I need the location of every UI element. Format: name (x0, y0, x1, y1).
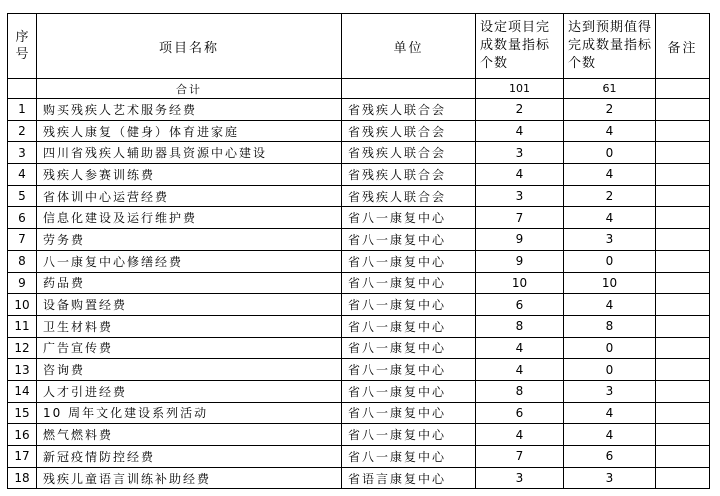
row-no: 7 (8, 229, 37, 251)
row-set-count: 3 (476, 467, 564, 489)
row-project-name: 劳务费 (37, 229, 342, 251)
row-set-count: 6 (476, 294, 564, 316)
row-unit: 省八一康复中心 (342, 402, 476, 424)
row-unit: 省八一康复中心 (342, 250, 476, 272)
row-note (656, 424, 710, 446)
total-label: 合计 (37, 79, 342, 99)
row-no: 10 (8, 294, 37, 316)
table-row (8, 402, 710, 424)
row-unit: 省八一康复中心 (342, 315, 476, 337)
row-achieved-count: 0 (564, 142, 656, 164)
row-project-name: 信息化建设及运行维护费 (37, 207, 342, 229)
row-set-count: 3 (476, 142, 564, 164)
table-row (8, 424, 710, 446)
table-row (8, 337, 710, 359)
header-achieved-count: 达到预期值得完成数量指标个数 (564, 14, 656, 79)
row-no: 11 (8, 315, 37, 337)
row-achieved-count: 3 (564, 467, 656, 489)
row-unit: 省八一康复中心 (342, 359, 476, 381)
row-achieved-count: 0 (564, 359, 656, 381)
row-achieved-count: 10 (564, 272, 656, 294)
table-row (8, 99, 710, 121)
row-no: 1 (8, 99, 37, 121)
table-row (8, 467, 710, 489)
row-achieved-count: 4 (564, 207, 656, 229)
table-row (8, 294, 710, 316)
row-note (656, 120, 710, 142)
row-achieved-count: 2 (564, 99, 656, 121)
row-project-name: 设备购置经费 (37, 294, 342, 316)
row-unit: 省八一康复中心 (342, 337, 476, 359)
row-no: 6 (8, 207, 37, 229)
total-row (8, 79, 710, 99)
row-achieved-count: 2 (564, 185, 656, 207)
table-row (8, 142, 710, 164)
row-set-count: 2 (476, 99, 564, 121)
row-unit: 省八一康复中心 (342, 229, 476, 251)
row-note (656, 99, 710, 121)
row-unit: 省残疾人联合会 (342, 164, 476, 186)
row-project-name: 咨询费 (37, 359, 342, 381)
row-no: 8 (8, 250, 37, 272)
row-note (656, 446, 710, 468)
project-table (7, 13, 710, 489)
header-row (8, 14, 710, 79)
row-unit: 省八一康复中心 (342, 380, 476, 402)
header-name: 项目名称 (37, 14, 342, 79)
table-row (8, 164, 710, 186)
row-set-count: 9 (476, 250, 564, 272)
table-row (8, 250, 710, 272)
row-no: 17 (8, 446, 37, 468)
row-project-name: 广告宣传费 (37, 337, 342, 359)
row-set-count: 7 (476, 207, 564, 229)
row-achieved-count: 0 (564, 337, 656, 359)
row-achieved-count: 0 (564, 250, 656, 272)
row-note (656, 250, 710, 272)
row-note (656, 315, 710, 337)
header-no-text: 序号 (15, 30, 29, 62)
row-set-count: 8 (476, 315, 564, 337)
row-achieved-count: 4 (564, 294, 656, 316)
row-unit: 省残疾人联合会 (342, 120, 476, 142)
table-row (8, 229, 710, 251)
table-row (8, 446, 710, 468)
row-note (656, 272, 710, 294)
row-set-count: 9 (476, 229, 564, 251)
row-note (656, 142, 710, 164)
row-set-count: 3 (476, 185, 564, 207)
row-no: 5 (8, 185, 37, 207)
row-project-name: 残疾人参赛训练费 (37, 164, 342, 186)
row-project-name: 新冠疫情防控经费 (37, 446, 342, 468)
row-unit: 省八一康复中心 (342, 272, 476, 294)
row-unit: 省残疾人联合会 (342, 99, 476, 121)
row-no: 4 (8, 164, 37, 186)
row-achieved-count: 4 (564, 164, 656, 186)
row-achieved-count: 3 (564, 380, 656, 402)
header-no (8, 14, 37, 79)
row-note (656, 380, 710, 402)
row-project-name: 卫生材料费 (37, 315, 342, 337)
row-achieved-count: 8 (564, 315, 656, 337)
total-unit-cell (342, 79, 476, 99)
row-no: 14 (8, 380, 37, 402)
row-no: 2 (8, 120, 37, 142)
document-page (7, 13, 710, 489)
row-project-name: 药品费 (37, 272, 342, 294)
row-unit: 省八一康复中心 (342, 294, 476, 316)
row-project-name: 10 周年文化建设系列活动 (37, 402, 342, 424)
row-project-name: 燃气燃料费 (37, 424, 342, 446)
total-no-cell (8, 79, 37, 99)
row-set-count: 4 (476, 337, 564, 359)
row-note (656, 185, 710, 207)
total-set-count: 101 (476, 79, 564, 99)
row-no: 18 (8, 467, 37, 489)
row-set-count: 7 (476, 446, 564, 468)
row-project-name: 八一康复中心修缮经费 (37, 250, 342, 272)
row-no: 13 (8, 359, 37, 381)
table-row (8, 207, 710, 229)
row-no: 3 (8, 142, 37, 164)
row-unit: 省八一康复中心 (342, 446, 476, 468)
row-note (656, 229, 710, 251)
row-achieved-count: 4 (564, 402, 656, 424)
header-note: 备注 (656, 14, 710, 79)
row-set-count: 10 (476, 272, 564, 294)
row-note (656, 294, 710, 316)
row-achieved-count: 4 (564, 424, 656, 446)
row-project-name: 省体训中心运营经费 (37, 185, 342, 207)
row-note (656, 337, 710, 359)
row-note (656, 164, 710, 186)
row-no: 12 (8, 337, 37, 359)
table-row (8, 380, 710, 402)
header-set-count: 设定项目完成数量指标个数 (476, 14, 564, 79)
row-set-count: 4 (476, 424, 564, 446)
row-note (656, 467, 710, 489)
row-no: 9 (8, 272, 37, 294)
row-set-count: 4 (476, 359, 564, 381)
row-note (656, 402, 710, 424)
row-set-count: 4 (476, 120, 564, 142)
row-note (656, 359, 710, 381)
row-unit: 省语言康复中心 (342, 467, 476, 489)
row-set-count: 6 (476, 402, 564, 424)
row-achieved-count: 4 (564, 120, 656, 142)
row-project-name: 人才引进经费 (37, 380, 342, 402)
table-row (8, 185, 710, 207)
total-note-cell (656, 79, 710, 99)
row-project-name: 购买残疾人艺术服务经费 (37, 99, 342, 121)
row-unit: 省残疾人联合会 (342, 142, 476, 164)
table-row (8, 120, 710, 142)
row-project-name: 残疾人康复（健身）体育进家庭 (37, 120, 342, 142)
row-unit: 省残疾人联合会 (342, 185, 476, 207)
row-achieved-count: 6 (564, 446, 656, 468)
row-project-name: 四川省残疾人辅助器具资源中心建设 (37, 142, 342, 164)
table-row (8, 315, 710, 337)
row-unit: 省八一康复中心 (342, 207, 476, 229)
row-no: 15 (8, 402, 37, 424)
total-achieved-count: 61 (564, 79, 656, 99)
header-unit: 单位 (342, 14, 476, 79)
row-unit: 省八一康复中心 (342, 424, 476, 446)
row-achieved-count: 3 (564, 229, 656, 251)
row-note (656, 207, 710, 229)
table-row (8, 272, 710, 294)
row-project-name: 残疾儿童语言训练补助经费 (37, 467, 342, 489)
row-set-count: 4 (476, 164, 564, 186)
row-no: 16 (8, 424, 37, 446)
table-row (8, 359, 710, 381)
row-set-count: 8 (476, 380, 564, 402)
